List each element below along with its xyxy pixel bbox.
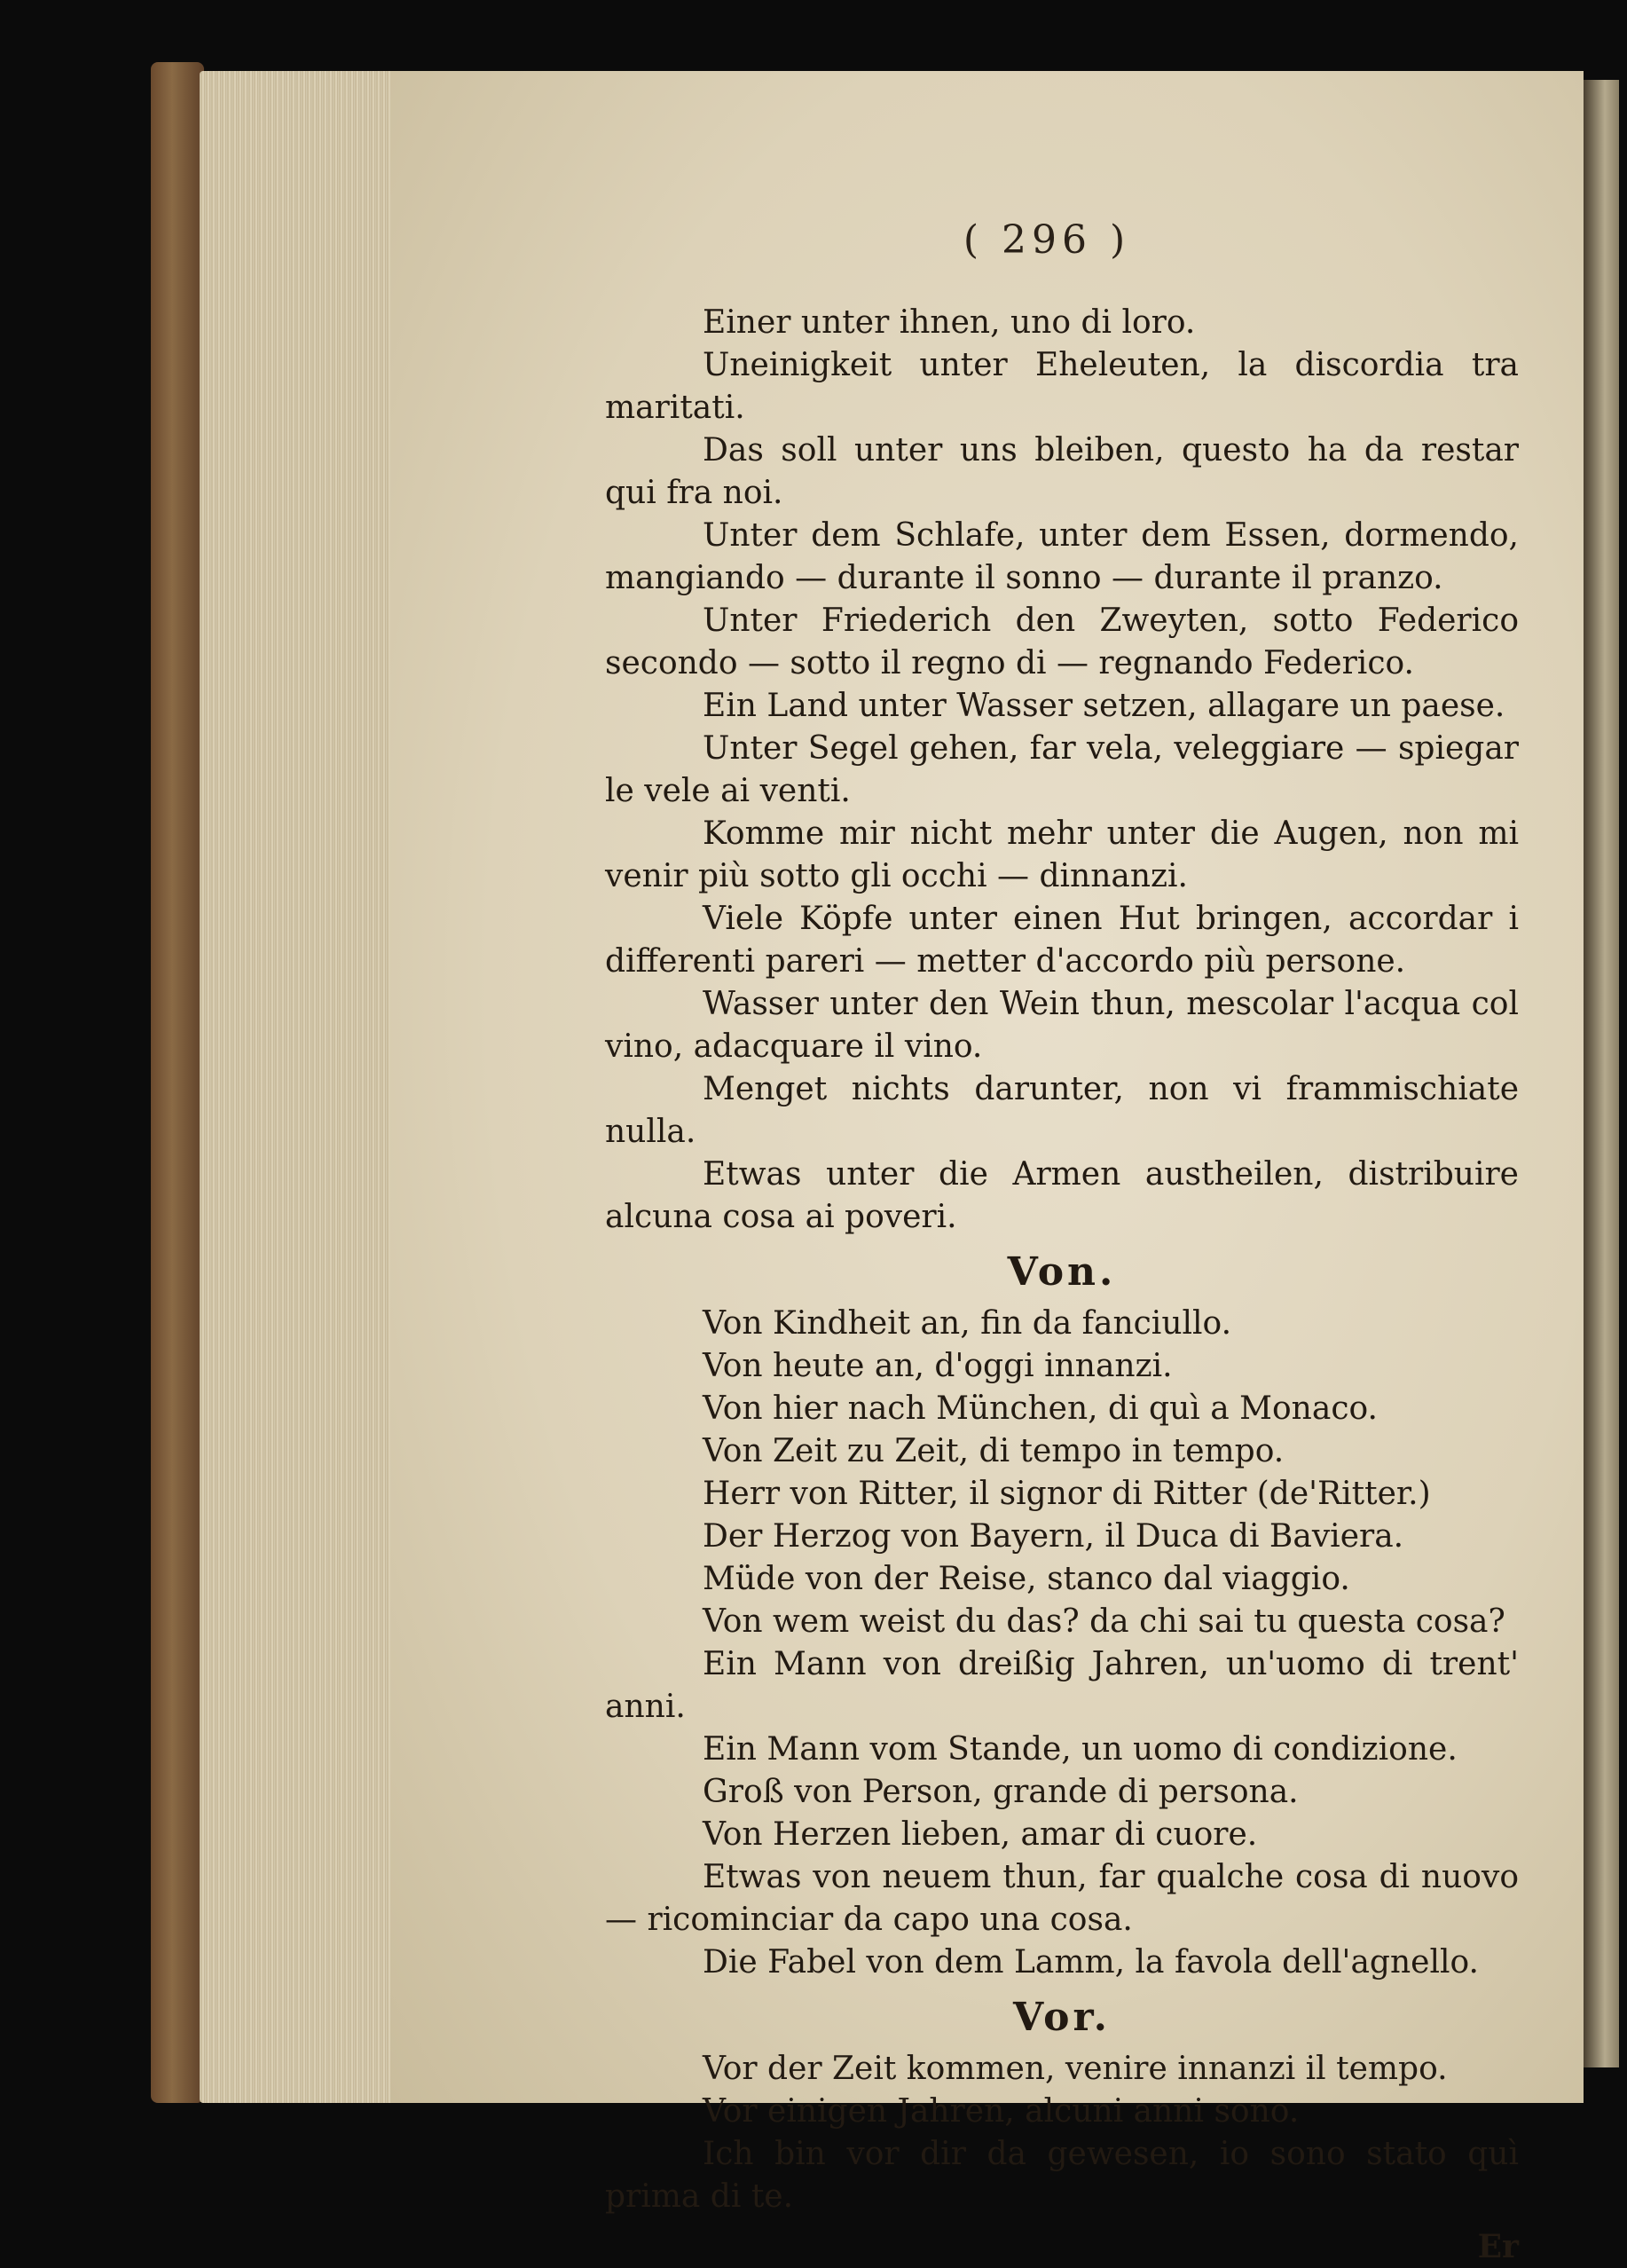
entry: Ein Mann vom Stande, un uomo di condizione.	[703, 1731, 1458, 1768]
entry: Menget nichts darunter, non vi frammischiate nulla.	[605, 1071, 1519, 1150]
entry: Von hier nach München, di quì a Monaco.	[703, 1390, 1378, 1427]
entry: Von wem weist du das? da chi sai tu questa cosa?	[703, 1603, 1505, 1640]
entry: Unter dem Schlafe, unter dem Essen, dormendo, mangiando — durante il sonno — durante il pranzo.	[605, 517, 1519, 596]
page-text	[605, 302, 1519, 2268]
entry: Einer unter ihnen, uno di loro.	[703, 304, 1196, 341]
entry: Komme mir nicht mehr unter die Augen, non mi venir più sotto gli occhi — dinnanzi.	[605, 815, 1519, 894]
entry: Die Fabel von dem Lamm, la favola dell'agnello.	[703, 1944, 1479, 1981]
entry: Von Zeit zu Zeit, di tempo in tempo.	[703, 1433, 1285, 1469]
catchword: Er	[1477, 2228, 1519, 2265]
entry: Das soll unter uns bleiben, questo ha da restar qui fra noi.	[605, 432, 1519, 511]
entry: Etwas von neuem thun, far qualche cosa di nuovo — ricominciar da capo una cosa.	[605, 1859, 1519, 1938]
entry: Ein Mann von dreißig Jahren, un'uomo di trent' anni.	[605, 1646, 1519, 1725]
section-heading-von: Von.	[1007, 1249, 1117, 1295]
entry: Groß von Person, grande di persona.	[703, 1774, 1299, 1810]
entry: Unter Friederich den Zweyten, sotto Federico secondo — sotto il regno di — regnando Federico.	[605, 602, 1519, 681]
entry: Vor einigen Jahren, alcuni anni sono.	[703, 2093, 1300, 2130]
entry: Von Herzen lieben, amar di cuore.	[703, 1816, 1258, 1853]
entry: Ich bin vor dir da gewesen, io sono stato quì prima di te.	[605, 2136, 1519, 2215]
entry: Uneinigkeit unter Eheleuten, la discordia tra maritati.	[605, 347, 1519, 426]
entry: Von Kindheit an, fin da fanciullo.	[703, 1305, 1232, 1342]
page-number: ( 296 )	[963, 217, 1131, 263]
entry: Herr von Ritter, il signor di Ritter (de'Ritter.)	[703, 1476, 1431, 1512]
page-stack-edges	[200, 71, 404, 2103]
book-cover-edge	[151, 62, 204, 2103]
entry: Ein Land unter Wasser setzen, allagare un paese.	[703, 688, 1505, 724]
entry: Viele Köpfe unter einen Hut bringen, accordar i differenti pareri — metter d'accordo più persone.	[605, 901, 1519, 980]
entry: Der Herzog von Bayern, il Duca di Baviera.	[703, 1518, 1404, 1555]
facing-page-edge	[1584, 80, 1619, 2067]
entry: Müde von der Reise, stanco dal viaggio.	[703, 1561, 1350, 1597]
entry: Von heute an, d'oggi innanzi.	[703, 1348, 1173, 1384]
section-heading-vor: Vor.	[1013, 1995, 1111, 2040]
entry: Vor der Zeit kommen, venire innanzi il tempo.	[703, 2051, 1448, 2087]
entry: Etwas unter die Armen austheilen, distribuire alcuna cosa ai poveri.	[605, 1156, 1519, 1235]
entry: Unter Segel gehen, far vela, veleggiare — spiegar le vele ai venti.	[605, 730, 1519, 809]
entry: Wasser unter den Wein thun, mescolar l'acqua col vino, adacquare il vino.	[605, 986, 1519, 1065]
